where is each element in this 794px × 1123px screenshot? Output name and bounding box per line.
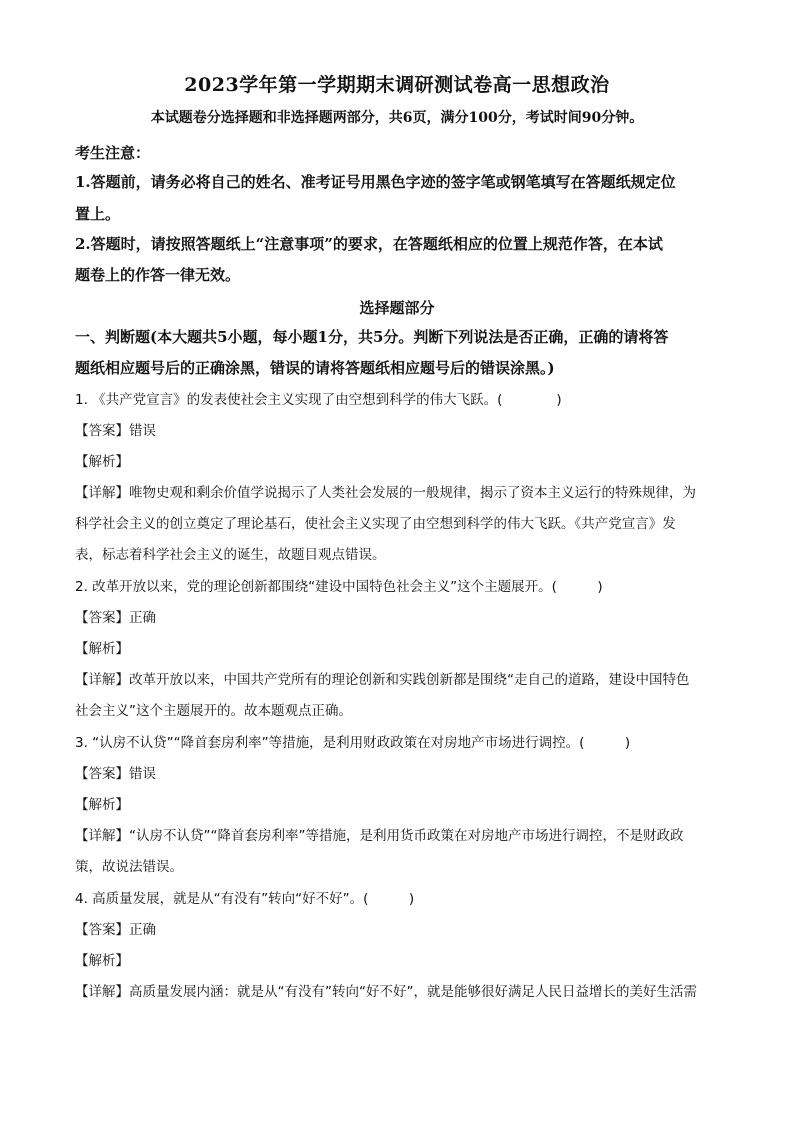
notice-item-1-cont: 置上。 <box>75 205 121 223</box>
question-1-analysis: 【解析】 <box>75 454 129 470</box>
notice-item-1: 1.答题前，请务必将自己的姓名、准考证号用黑色字迹的签字笔或钢笔填写在答题纸规定位 <box>75 173 676 191</box>
question-3-stem: 3. “认房不认贷”“降首套房利率”等措施，是利用财政政策在对房地产市场进行调控。( ) <box>75 735 631 751</box>
question-4-answer: 【答案】正确 <box>75 922 156 938</box>
question-3-analysis: 【解析】 <box>75 797 129 813</box>
notice-item-2-cont: 题卷上的作答一律无效。 <box>75 266 241 284</box>
question-1-answer: 【答案】错误 <box>75 423 156 439</box>
section-instructions: 一、判断题(本大题共5小题，每小题1分，共5分。判断下列说法是否正确，正确的请将答 <box>75 328 669 346</box>
question-1-detail: 【详解】唯物史观和剩余价值学说揭示了人类社会发展的一般规律，揭示了资本主义运行的特殊规律，为 <box>75 485 696 501</box>
question-4-stem: 4. 高质量发展，就是从“有没有”转向“好不好”。( ) <box>75 891 415 907</box>
question-2-stem: 2. 改革开放以来，党的理论创新都围绕“建设中国特色社会主义”这个主题展开。( ) <box>75 579 603 595</box>
section-instructions-cont: 题纸相应题号后的正确涂黑，错误的请将答题纸相应题号后的错误涂黑。) <box>75 359 555 377</box>
question-2-answer: 【答案】正确 <box>75 610 156 626</box>
question-3-answer: 【答案】错误 <box>75 766 156 782</box>
notice-item-2: 2.答题时，请按照答题纸上“注意事项”的要求，在答题纸相应的位置上规范作答，在本试 <box>75 235 663 253</box>
question-3-detail-2: 策，故说法错误。 <box>75 859 183 875</box>
exam-subtitle: 本试题卷分选择题和非选择题两部分，共6页，满分100分，考试时间90分钟。 <box>150 110 644 126</box>
notice-heading: 考生注意： <box>75 144 151 162</box>
question-1-stem: 1. 《共产党宣言》的发表使社会主义实现了由空想到科学的伟大飞跃。( ) <box>75 392 562 408</box>
section-heading: 选择题部分 <box>359 299 435 317</box>
exam-title: 2023学年第一学期期末调研测试卷高一思想政治 <box>184 74 610 96</box>
question-1-detail-3: 表，标志着科学社会主义的诞生，故题目观点错误。 <box>75 547 386 563</box>
question-2-analysis: 【解析】 <box>75 641 129 657</box>
question-2-detail: 【详解】改革开放以来，中国共产党所有的理论创新和实践创新都是围绕“走自己的道路，建设中国特色 <box>75 672 690 688</box>
question-3-detail: 【详解】“认房不认贷”“降首套房利率”等措施，是利用货币政策在对房地产市场进行调控，不是财政政 <box>75 828 684 844</box>
question-1-detail-2: 科学社会主义的创立奠定了理论基石，使社会主义实现了由空想到科学的伟大飞跃。《共产党宣言》发 <box>75 516 676 532</box>
question-4-analysis: 【解析】 <box>75 953 129 969</box>
question-4-detail: 【详解】高质量发展内涵：就是从“有没有”转向“好不好”，就是能够很好满足人民日益增长的美好生活需 <box>75 984 697 1000</box>
question-2-detail-2: 社会主义”这个主题展开的。故本题观点正确。 <box>75 703 352 719</box>
